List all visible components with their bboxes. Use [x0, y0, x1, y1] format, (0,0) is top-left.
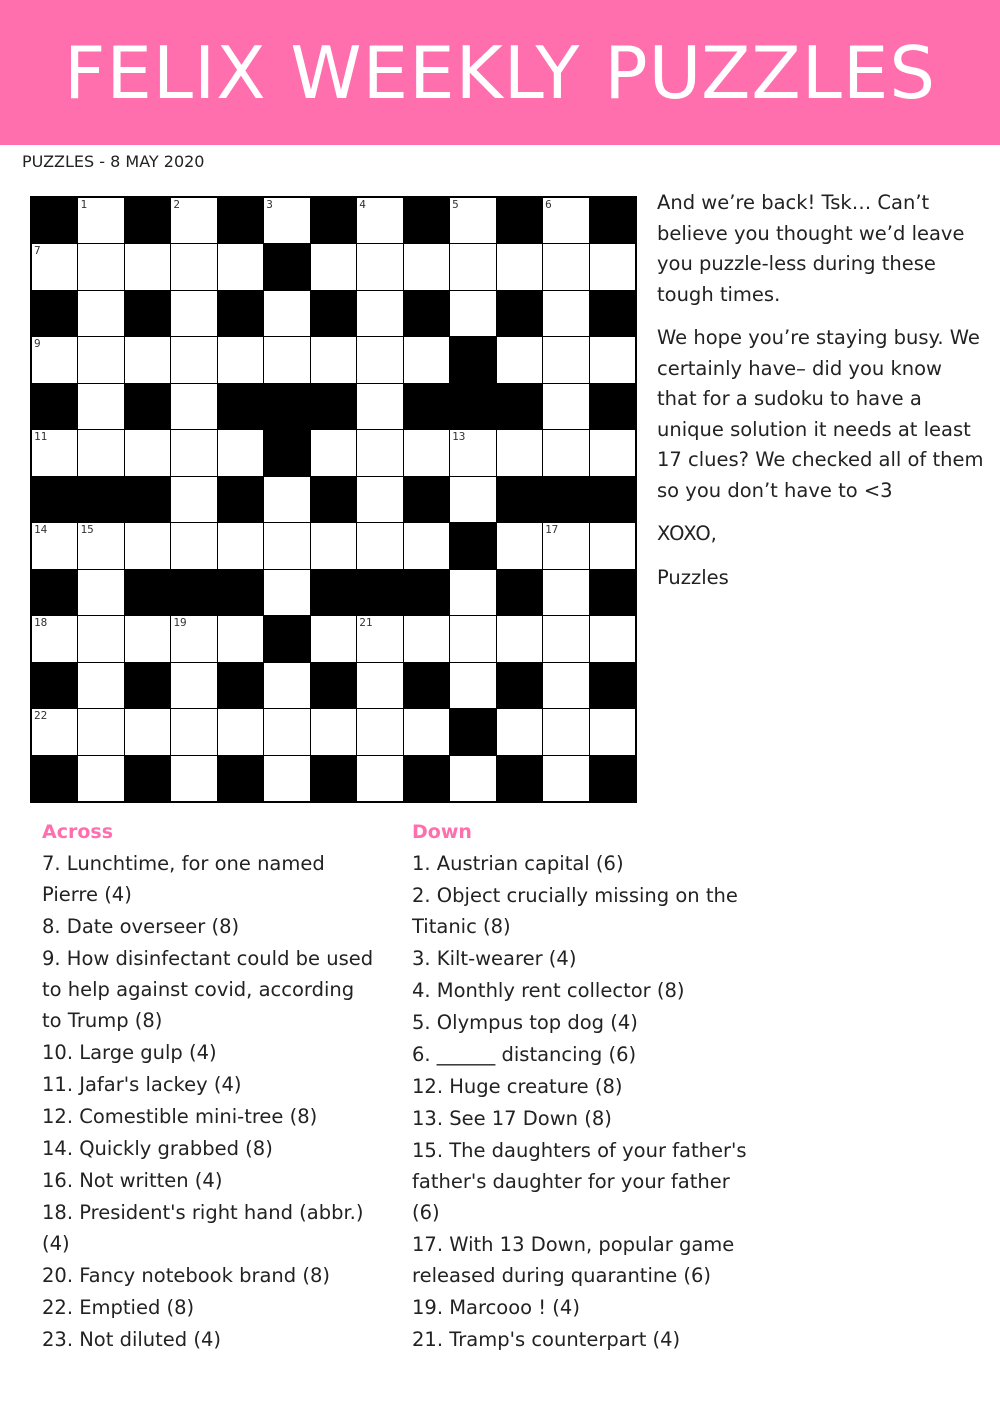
intro-signoff: XOXO, [657, 522, 717, 545]
grid-block [590, 570, 635, 615]
grid-cell[interactable] [311, 244, 356, 289]
grid-cell[interactable] [311, 616, 356, 661]
grid-cell[interactable] [590, 337, 635, 382]
grid-block [311, 477, 356, 522]
grid-block [590, 291, 635, 336]
grid-cell[interactable] [264, 756, 309, 801]
grid-block [450, 384, 495, 429]
grid-cell[interactable] [78, 756, 123, 801]
grid-block [450, 709, 495, 754]
grid-cell[interactable] [311, 523, 356, 568]
grid-cell[interactable] [125, 616, 170, 661]
grid-cell[interactable] [450, 616, 495, 661]
grid-cell[interactable] [125, 337, 170, 382]
across-clue: 22. Emptied (8) [42, 1296, 195, 1319]
grid-cell[interactable] [264, 477, 309, 522]
grid-cell[interactable] [311, 337, 356, 382]
grid-cell[interactable] [357, 523, 402, 568]
grid-cell[interactable] [543, 244, 588, 289]
down-clue: 19. Marcooo ! (4) [412, 1296, 580, 1319]
down-clue: 15. The daughters of your father's father's daughter for your father (6) [412, 1139, 747, 1224]
grid-cell[interactable] [171, 616, 216, 661]
grid-block [311, 570, 356, 615]
clue-number: 11 [34, 430, 48, 444]
grid-block [404, 570, 449, 615]
grid-block [497, 570, 542, 615]
grid-cell[interactable] [78, 198, 123, 243]
grid-block [125, 198, 170, 243]
grid-cell[interactable] [497, 430, 542, 475]
down-clue: 4. Monthly rent collector (8) [412, 979, 685, 1002]
across-clue: 14. Quickly grabbed (8) [42, 1137, 273, 1160]
grid-cell[interactable] [590, 616, 635, 661]
grid-cell[interactable] [543, 291, 588, 336]
grid-cell[interactable] [404, 709, 449, 754]
grid-block [404, 663, 449, 708]
grid-cell[interactable] [125, 244, 170, 289]
grid-cell[interactable] [171, 291, 216, 336]
clue-number: 22 [34, 709, 48, 723]
grid-block [497, 384, 542, 429]
crossword-grid [30, 196, 637, 803]
down-clue: 12. Huge creature (8) [412, 1075, 623, 1098]
grid-cell[interactable] [264, 570, 309, 615]
clue-number: 13 [452, 430, 466, 444]
grid-block [125, 663, 170, 708]
grid-cell[interactable] [357, 244, 402, 289]
intro-paragraph: And we’re back! Tsk… Can’t believe you thought we’d leave you puzzle-less during these tough times. [657, 191, 965, 306]
grid-cell[interactable] [357, 477, 402, 522]
grid-cell[interactable] [125, 709, 170, 754]
header-banner [0, 0, 1000, 145]
grid-block [404, 384, 449, 429]
grid-cell[interactable] [450, 477, 495, 522]
clue-number: 7 [34, 244, 41, 258]
grid-cell[interactable] [32, 616, 77, 661]
grid-block [543, 477, 588, 522]
grid-block [171, 570, 216, 615]
grid-cell[interactable] [450, 291, 495, 336]
grid-block [311, 198, 356, 243]
grid-cell[interactable] [218, 244, 263, 289]
grid-cell[interactable] [264, 709, 309, 754]
down-heading: Down [412, 821, 472, 843]
clue-number: 18 [34, 616, 48, 630]
down-clue: 17. With 13 Down, popular game released during quarantine (6) [412, 1233, 735, 1287]
across-clues [42, 818, 377, 1356]
across-clue: 16. Not written (4) [42, 1169, 223, 1192]
grid-block [497, 477, 542, 522]
grid-cell[interactable] [357, 430, 402, 475]
grid-block [404, 756, 449, 801]
clue-number: 6 [545, 198, 552, 211]
grid-cell[interactable] [543, 384, 588, 429]
grid-block [497, 291, 542, 336]
grid-block [125, 477, 170, 522]
grid-block [590, 198, 635, 243]
grid-cell[interactable] [171, 384, 216, 429]
grid-cell[interactable] [497, 523, 542, 568]
grid-cell[interactable] [218, 616, 263, 661]
grid-cell[interactable] [543, 570, 588, 615]
grid-cell[interactable] [171, 198, 216, 243]
grid-cell[interactable] [450, 756, 495, 801]
grid-cell[interactable] [78, 430, 123, 475]
grid-cell[interactable] [171, 244, 216, 289]
grid-block [590, 384, 635, 429]
grid-cell[interactable] [357, 663, 402, 708]
grid-block [311, 663, 356, 708]
across-clue: 23. Not diluted (4) [42, 1328, 221, 1351]
grid-cell[interactable] [543, 430, 588, 475]
clue-number: 1 [80, 198, 88, 211]
across-clue: 8. Date overseer (8) [42, 915, 240, 938]
grid-cell[interactable] [32, 337, 77, 382]
grid-block [590, 663, 635, 708]
intro-signature: Puzzles [657, 565, 729, 589]
down-clues [412, 818, 757, 1356]
grid-block [311, 756, 356, 801]
down-clue: 13. See 17 Down (8) [412, 1107, 612, 1130]
grid-cell[interactable] [311, 709, 356, 754]
grid-cell[interactable] [78, 384, 123, 429]
down-clue: 2. Object crucially missing on the Titanic (8) [412, 884, 738, 938]
grid-cell[interactable] [78, 337, 123, 382]
grid-cell[interactable] [404, 430, 449, 475]
down-clue: 1. Austrian capital (6) [412, 852, 624, 875]
down-clue: 5. Olympus top dog (4) [412, 1011, 638, 1034]
grid-block [125, 384, 170, 429]
grid-block [32, 756, 77, 801]
grid-cell[interactable] [543, 337, 588, 382]
grid-cell[interactable] [590, 244, 635, 289]
across-clue: 10. Large gulp (4) [42, 1041, 217, 1064]
grid-block [264, 430, 309, 475]
across-clue: 9. How disinfectant could be used to help against covid, according to Trump (8) [42, 947, 374, 1032]
grid-cell[interactable] [357, 384, 402, 429]
grid-block [218, 663, 263, 708]
grid-cell[interactable] [450, 430, 495, 475]
grid-block [218, 477, 263, 522]
grid-cell[interactable] [543, 523, 588, 568]
grid-cell[interactable] [497, 709, 542, 754]
grid-cell[interactable] [218, 523, 263, 568]
across-clue: 12. Comestible mini-tree (8) [42, 1105, 318, 1128]
grid-cell[interactable] [590, 430, 635, 475]
grid-cell[interactable] [450, 244, 495, 289]
grid-cell[interactable] [264, 291, 309, 336]
grid-block [218, 198, 263, 243]
clue-number: 17 [545, 523, 559, 537]
grid-block [264, 384, 309, 429]
grid-block [264, 244, 309, 289]
grid-block [32, 291, 77, 336]
grid-cell[interactable] [404, 337, 449, 382]
grid-block [125, 291, 170, 336]
grid-cell[interactable] [78, 709, 123, 754]
clue-number: 19 [173, 616, 187, 630]
across-clue: 11. Jafar's lackey (4) [42, 1073, 242, 1096]
grid-block [311, 291, 356, 336]
grid-cell[interactable] [78, 244, 123, 289]
intro-text [657, 188, 987, 606]
clue-number: 5 [452, 198, 459, 211]
grid-block [218, 570, 263, 615]
grid-block [404, 291, 449, 336]
clue-number: 15 [80, 523, 94, 537]
grid-cell[interactable] [404, 616, 449, 661]
grid-block [78, 477, 123, 522]
grid-cell[interactable] [357, 198, 402, 243]
grid-cell[interactable] [264, 523, 309, 568]
grid-block [450, 337, 495, 382]
clue-number: 9 [34, 337, 41, 351]
page-title: FELIX WEEKLY PUZZLES [63, 30, 937, 115]
grid-cell[interactable] [32, 523, 77, 568]
down-clue: 3. Kilt-wearer (4) [412, 947, 577, 970]
grid-cell[interactable] [218, 430, 263, 475]
grid-cell[interactable] [264, 198, 309, 243]
grid-cell[interactable] [357, 756, 402, 801]
grid-cell[interactable] [404, 244, 449, 289]
down-clue: 6. ______ distancing (6) [412, 1043, 637, 1066]
grid-cell[interactable] [357, 616, 402, 661]
clue-number: 2 [173, 198, 180, 211]
grid-block [404, 198, 449, 243]
grid-block [450, 523, 495, 568]
grid-cell[interactable] [171, 477, 216, 522]
grid-cell[interactable] [32, 709, 77, 754]
across-clue: 7. Lunchtime, for one named Pierre (4) [42, 852, 325, 906]
grid-cell[interactable] [125, 430, 170, 475]
grid-cell[interactable] [543, 663, 588, 708]
grid-cell[interactable] [357, 709, 402, 754]
intro-paragraph: We hope you’re staying busy. We certainly have– did you know that for a sudoku to have a unique solution it needs at least 17 clues? We checked all of them so you don’t have to <3 [657, 326, 984, 502]
grid-cell[interactable] [171, 337, 216, 382]
clue-number: 4 [359, 198, 366, 211]
grid-block [311, 384, 356, 429]
grid-block [218, 291, 263, 336]
across-heading: Across [42, 821, 114, 843]
grid-cell[interactable] [590, 709, 635, 754]
grid-cell[interactable] [543, 616, 588, 661]
across-clue: 18. President's right hand (abbr.) (4) [42, 1201, 364, 1255]
grid-cell[interactable] [590, 523, 635, 568]
grid-cell[interactable] [404, 523, 449, 568]
grid-block [590, 756, 635, 801]
grid-block [32, 570, 77, 615]
down-clue: 21. Tramp's counterpart (4) [412, 1328, 681, 1351]
grid-block [218, 756, 263, 801]
grid-cell[interactable] [78, 616, 123, 661]
grid-block [32, 477, 77, 522]
grid-cell[interactable] [218, 337, 263, 382]
grid-cell[interactable] [171, 430, 216, 475]
grid-cell[interactable] [264, 337, 309, 382]
grid-cell[interactable] [311, 430, 356, 475]
grid-cell[interactable] [357, 291, 402, 336]
grid-block [590, 477, 635, 522]
grid-block [218, 384, 263, 429]
grid-cell[interactable] [450, 198, 495, 243]
grid-cell[interactable] [78, 291, 123, 336]
grid-block [404, 477, 449, 522]
grid-cell[interactable] [357, 337, 402, 382]
grid-block [497, 756, 542, 801]
clue-number: 21 [359, 616, 373, 630]
grid-block [497, 198, 542, 243]
grid-block [125, 570, 170, 615]
grid-cell[interactable] [171, 663, 216, 708]
grid-cell[interactable] [78, 663, 123, 708]
grid-block [497, 663, 542, 708]
grid-cell[interactable] [171, 709, 216, 754]
grid-cell[interactable] [125, 523, 170, 568]
clue-number: 3 [266, 198, 273, 211]
grid-cell[interactable] [497, 337, 542, 382]
grid-cell[interactable] [78, 523, 123, 568]
clue-number: 14 [34, 523, 48, 537]
grid-block [264, 616, 309, 661]
grid-block [32, 663, 77, 708]
grid-cell[interactable] [171, 523, 216, 568]
across-clue: 20. Fancy notebook brand (8) [42, 1264, 330, 1287]
grid-cell[interactable] [497, 616, 542, 661]
grid-cell[interactable] [543, 756, 588, 801]
grid-cell[interactable] [497, 244, 542, 289]
grid-cell[interactable] [171, 756, 216, 801]
grid-block [357, 570, 402, 615]
grid-cell[interactable] [543, 198, 588, 243]
grid-cell[interactable] [264, 663, 309, 708]
grid-cell[interactable] [543, 709, 588, 754]
grid-cell[interactable] [32, 244, 77, 289]
dateline: PUZZLES - 8 MAY 2020 [22, 152, 205, 171]
grid-block [32, 198, 77, 243]
grid-block [125, 756, 170, 801]
grid-cell[interactable] [78, 570, 123, 615]
grid-cell[interactable] [450, 570, 495, 615]
grid-cell[interactable] [32, 430, 77, 475]
grid-block [32, 384, 77, 429]
grid-cell[interactable] [450, 663, 495, 708]
grid-cell[interactable] [218, 709, 263, 754]
